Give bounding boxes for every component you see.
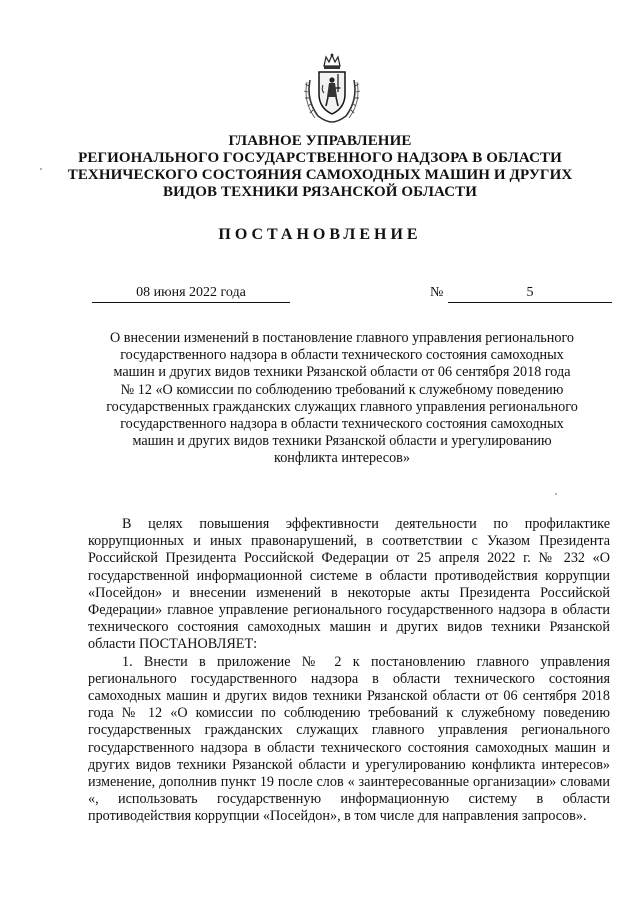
scan-speck xyxy=(40,168,42,170)
subject-line: машин и других видов техники Рязанской области от 06 сентября 2018 года xyxy=(113,364,571,381)
subject-line: № 12 «О комиссии по соблюдению требований к служебному поведению xyxy=(120,381,564,398)
subject-line: государственного надзора в области технического состояния самоходных xyxy=(120,347,564,364)
document-number: 5 xyxy=(448,284,612,303)
heading-line: ВИДОВ ТЕХНИКИ РЯЗАНСКОЙ ОБЛАСТИ xyxy=(162,184,478,200)
document-body xyxy=(88,516,610,826)
document-number-label: № xyxy=(430,285,444,300)
subject-line: машин и других видов техники Рязанской области и урегулированию xyxy=(132,433,552,450)
issuing-authority-heading xyxy=(60,133,580,201)
heading-line: РЕГИОНАЛЬНОГО ГОСУДАРСТВЕННОГО НАДЗОРА В ОБЛАСТИ xyxy=(78,150,562,166)
document-subject xyxy=(80,330,604,468)
heading-line: ТЕХНИЧЕСКОГО СОСТОЯНИЯ САМОХОДНЫХ МАШИН И ДРУГИХ xyxy=(67,167,573,183)
body-paragraph-preamble: В целях повышения эффективности деятельности по профилактике коррупционных и иных правонарушений, в соответствии с Указом Президента Российской Президента Российской Федерации от 25 апреля 2022 г. № 232 «О государственной информационной системе в области противодействия коррупции «Посейдон» и внесении изменений в некоторые акты Президента Российской Федерации» главное управление регионального государственного надзора в области технического состояния самоходных машин и других видов техники Рязанской области ПОСТАНОВЛЯЕТ: xyxy=(88,516,610,653)
coat-of-arms-icon xyxy=(300,52,364,126)
scan-speck xyxy=(555,493,557,495)
document-type-title: ПОСТАНОВЛЕНИЕ xyxy=(218,226,422,243)
subject-line: О внесении изменений в постановление главного управления регионального xyxy=(109,330,575,346)
subject-line: государственных гражданских служащих главного управления регионального xyxy=(106,398,578,415)
document-date: 08 июня 2022 года xyxy=(92,284,290,303)
subject-line: конфликта интересов» xyxy=(274,450,410,467)
subject-line: государственного надзора в области технического состояния самоходных xyxy=(120,416,564,433)
body-paragraph-item-1: 1. Внести в приложение № 2 к постановлению главного управления регионального государственного надзора в области технического состояния самоходных машин и других видов техники Рязанской области от 06 сентября 2018 года № 12 «О комиссии по соблюдению требований к служебному поведению государственных гражданских служащих главного управления регионального государственного надзора в области технического состояния самоходных машин и других видов техники Рязанской области и урегулированию конфликта интересов» изменение, дополнив пункт 19 после слов « заинтересованные организации» словами «, использовать государственную информационную систему в области противодействия коррупции «Посейдон», в том числе для направления запросов». xyxy=(88,653,610,825)
heading-line: ГЛАВНОЕ УПРАВЛЕНИЕ xyxy=(228,133,412,149)
